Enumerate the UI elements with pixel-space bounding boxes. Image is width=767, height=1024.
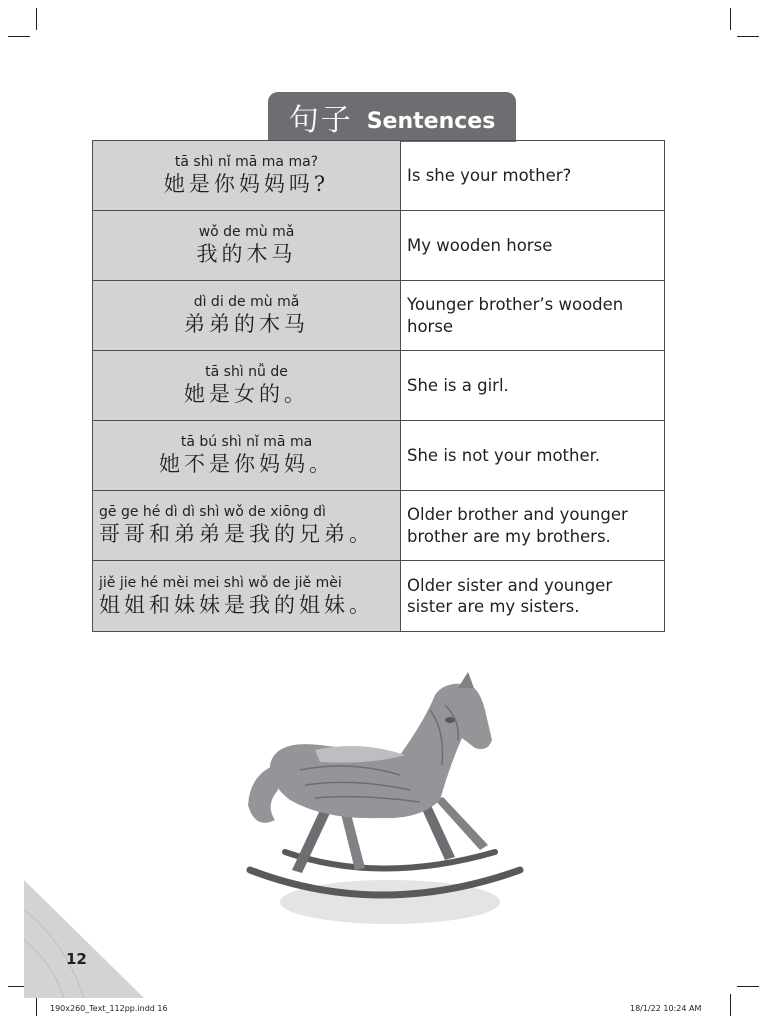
english-cell: She is a girl. bbox=[407, 375, 509, 395]
crop-mark bbox=[730, 994, 731, 1016]
hanzi-text: 弟弟的木马 bbox=[184, 312, 309, 336]
page-number: 12 bbox=[66, 950, 87, 968]
rocking-horse-illustration bbox=[230, 670, 530, 940]
hanzi-text: 我的木马 bbox=[196, 242, 297, 266]
page-corner-decoration bbox=[24, 880, 144, 998]
section-title-english: Sentences bbox=[366, 108, 496, 134]
english-cell: Younger brother’s wooden horse bbox=[407, 295, 624, 336]
table-row bbox=[93, 141, 664, 211]
crop-mark bbox=[8, 36, 30, 37]
footer-file-name: 190x260_Text_112pp.indd 16 bbox=[50, 1004, 168, 1013]
pinyin-text: wǒ de mù mǎ bbox=[198, 224, 295, 240]
pinyin-text: tā shì nǐ mā ma ma? bbox=[174, 154, 319, 170]
english-cell: Is she your mother? bbox=[407, 165, 572, 185]
sentence-table bbox=[92, 140, 665, 632]
pinyin-text: dì di de mù mǎ bbox=[193, 294, 300, 310]
table-row bbox=[93, 491, 664, 561]
english-cell: My wooden horse bbox=[407, 235, 553, 255]
hanzi-text: 姐姐和妹妹是我的姐妹。 bbox=[99, 592, 374, 617]
section-title-chinese: 句子 bbox=[288, 103, 353, 138]
pinyin-text: tā shì nǚ de bbox=[205, 364, 288, 380]
table-row bbox=[93, 281, 664, 351]
footer-timestamp: 18/1/22 10:24 AM bbox=[630, 1004, 702, 1013]
chinese-cell bbox=[93, 491, 401, 560]
section-header-tab bbox=[268, 92, 516, 142]
hanzi-text: 她不是你妈妈。 bbox=[159, 452, 334, 476]
crop-mark bbox=[737, 986, 759, 987]
crop-mark bbox=[730, 8, 731, 30]
table-row bbox=[93, 561, 664, 631]
english-cell: She is not your mother. bbox=[407, 445, 601, 465]
table-row bbox=[93, 351, 664, 421]
english-cell: Older brother and younger brother are my brothers. bbox=[407, 505, 628, 546]
crop-mark bbox=[36, 8, 37, 30]
pinyin-text: gē ge hé dì dì shì wǒ de xiōng dì bbox=[99, 504, 326, 520]
table-row bbox=[93, 421, 664, 491]
chinese-cell bbox=[93, 211, 401, 280]
table-row bbox=[93, 211, 664, 281]
chinese-cell bbox=[93, 281, 401, 350]
pinyin-text: jiě jie hé mèi mei shì wǒ de jiě mèi bbox=[99, 574, 342, 591]
chinese-cell bbox=[93, 421, 401, 490]
chinese-cell bbox=[93, 351, 401, 420]
chinese-cell bbox=[93, 561, 401, 631]
crop-mark bbox=[737, 36, 759, 37]
pinyin-text: tā bú shì nǐ mā ma bbox=[180, 434, 313, 450]
chinese-cell bbox=[93, 141, 401, 210]
hanzi-text: 她是女的。 bbox=[184, 382, 309, 406]
hanzi-text: 哥哥和弟弟是我的兄弟。 bbox=[99, 522, 374, 546]
hanzi-text: 她是你妈妈吗? bbox=[163, 172, 330, 196]
english-cell: Older sister and younger sister are my sisters. bbox=[407, 575, 613, 616]
